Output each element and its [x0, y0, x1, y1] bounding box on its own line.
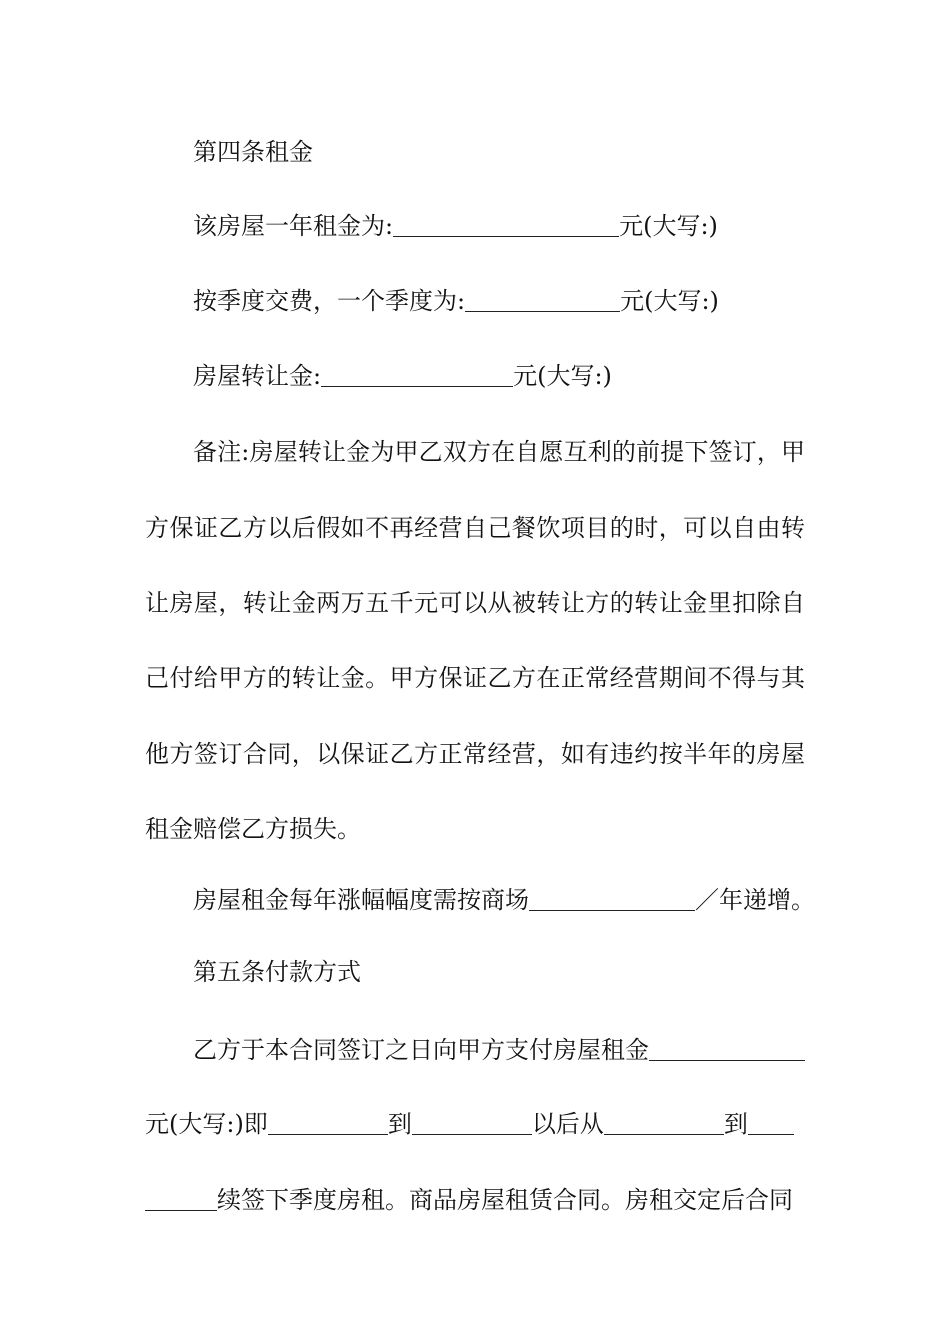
rent-increase-line: 房屋租金每年涨幅幅度需按商场 ／年递增。 — [193, 886, 815, 914]
payment-line-1: 乙方于本合同签订之日向甲方支付房屋租金 — [0, 1034, 950, 1066]
transfer-fee-line: 房屋转让金: 元(大写:) — [193, 362, 612, 390]
note-line: 他方签订合同，以保证乙方正常经营，如有违约按半年的房屋 — [145, 740, 805, 768]
date-blank-4-cont — [145, 1188, 217, 1211]
note-line: 租金赔偿乙方损失。 — [145, 815, 361, 843]
note-line: 备注:房屋转让金为甲乙双方在自愿互利的前提下签订，甲 — [193, 438, 805, 466]
article-5-title: 第五条付款方式 — [193, 958, 361, 986]
date-blank-1 — [268, 1112, 388, 1135]
payment-amount-blank — [649, 1038, 805, 1061]
quarterly-rent-blank — [465, 289, 620, 312]
payment-line-3: 续签下季度房租。商品房屋租赁合同。房租交定后合同 — [0, 1184, 950, 1216]
date-blank-4 — [748, 1112, 794, 1135]
article-4-title: 第四条租金 — [193, 138, 313, 166]
annual-rent-blank — [393, 214, 619, 237]
note-line: 己付给甲方的转让金。甲方保证乙方在正常经营期间不得与其 — [145, 664, 805, 692]
quarterly-rent-line: 按季度交费，一个季度为: 元(大写:) — [193, 287, 719, 315]
payment-line-2: 元(大写:)即 到 以后从 到 — [0, 1108, 950, 1140]
note-line: 方保证乙方以后假如不再经营自己餐饮项目的时，可以自由转 — [145, 514, 805, 542]
date-blank-2 — [412, 1112, 532, 1135]
date-blank-3 — [604, 1112, 724, 1135]
note-line: 让房屋，转让金两万五千元可以从被转让方的转让金里扣除自 — [145, 589, 805, 617]
rent-increase-blank — [529, 888, 695, 911]
transfer-fee-blank — [321, 364, 513, 387]
annual-rent-line: 该房屋一年租金为: 元(大写:) — [193, 212, 718, 240]
